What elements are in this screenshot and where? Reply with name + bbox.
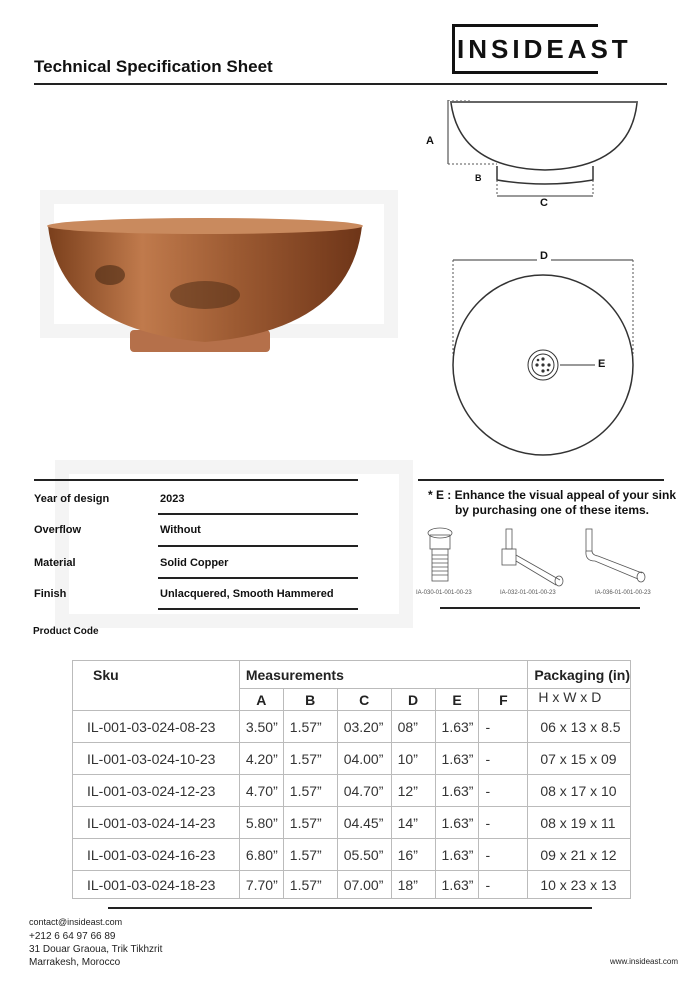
measurement-cell: 04.45” (337, 807, 391, 839)
measurement-cell: 1.63” (435, 775, 479, 807)
spec-divider (158, 577, 358, 579)
measurement-cell: 1.57” (283, 775, 337, 807)
measurement-cell: 1.63” (435, 807, 479, 839)
measurement-cell: 05.50” (337, 839, 391, 871)
column-header-f: F (479, 689, 528, 711)
accessory-code: IA-030-01-001-00-23 (416, 590, 472, 596)
measurement-cell: 6.80” (239, 839, 283, 871)
spec-label: Year of design (34, 493, 110, 505)
footer-address-line: Marrakesh, Morocco (29, 957, 121, 968)
spec-label: Material (34, 557, 76, 569)
table-divider (108, 907, 592, 909)
measurement-cell: 1.63” (435, 743, 479, 775)
dimension-label-c: C (537, 197, 551, 209)
spec-divider (158, 513, 358, 515)
bottle-trap-icon (502, 529, 563, 586)
footer-phone: +212 6 64 97 66 89 (29, 931, 116, 942)
measurement-cell: 14” (391, 807, 435, 839)
packaging-subheader: H x W x D (528, 689, 631, 711)
packaging-cell: 08 x 19 x 11 (528, 807, 631, 839)
dimension-label-e: E (598, 358, 606, 370)
table-row (73, 839, 631, 871)
drain-plug-icon (428, 528, 452, 581)
side-view-diagram (420, 100, 650, 220)
table-row (73, 807, 631, 839)
spec-label: Overflow (34, 524, 82, 536)
dimension-label-b: B (475, 173, 482, 183)
measurement-cell: 1.63” (435, 839, 479, 871)
measurement-cell: 7.70” (239, 871, 283, 899)
sku-cell: IL-001-03-024-18-23 (73, 871, 240, 899)
product-table (72, 660, 631, 899)
measurement-cell: - (479, 871, 528, 899)
sku-header: Sku (73, 661, 240, 711)
product-code-label: Product Code (33, 626, 99, 637)
measurement-cell: 1.57” (283, 711, 337, 743)
accessories-illustrations (420, 525, 660, 587)
spec-value: Solid Copper (160, 557, 229, 569)
measurement-cell: - (479, 743, 528, 775)
column-header-b: B (283, 689, 337, 711)
table-row (73, 711, 631, 743)
specs-divider (34, 479, 358, 481)
logo: INSIDEAST (457, 34, 632, 64)
column-header-e: E (435, 689, 479, 711)
accessory-code: IA-036-01-001-00-23 (595, 590, 651, 596)
header-divider (34, 83, 667, 85)
footer-email[interactable]: contact@insideast.com (29, 917, 123, 927)
page-title: Technical Specification Sheet (34, 57, 273, 76)
watermark-frame (55, 460, 413, 628)
dimension-label-a: A (426, 135, 434, 147)
accessories-divider (418, 479, 664, 481)
measurement-cell: - (479, 839, 528, 871)
measurement-cell: 4.20” (239, 743, 283, 775)
table-row (73, 775, 631, 807)
product-photo-bowl (40, 210, 370, 370)
sku-cell: IL-001-03-024-10-23 (73, 743, 240, 775)
measurements-header: Measurements (239, 661, 527, 689)
spec-value: 2023 (160, 493, 185, 505)
sku-cell: IL-001-03-024-16-23 (73, 839, 240, 871)
measurement-cell: 07.00” (337, 871, 391, 899)
top-view-diagram (440, 255, 640, 465)
table-row (73, 743, 631, 775)
spec-divider (158, 545, 358, 547)
spec-label: Finish (34, 588, 67, 600)
measurement-cell: 03.20” (337, 711, 391, 743)
spec-value: Without (160, 524, 201, 536)
packaging-cell: 08 x 17 x 10 (528, 775, 631, 807)
measurement-cell: 10” (391, 743, 435, 775)
measurement-cell: - (479, 807, 528, 839)
measurement-cell: 04.70” (337, 775, 391, 807)
packaging-cell: 06 x 13 x 8.5 (528, 711, 631, 743)
measurement-cell: 04.00” (337, 743, 391, 775)
column-header-c: C (337, 689, 391, 711)
packaging-cell: 10 x 23 x 13 (528, 871, 631, 899)
measurement-cell: 1.57” (283, 839, 337, 871)
spec-value: Unlacquered, Smooth Hammered (160, 588, 334, 600)
measurement-cell: 1.57” (283, 871, 337, 899)
column-header-a: A (239, 689, 283, 711)
measurement-cell: 5.80” (239, 807, 283, 839)
p-trap-icon (586, 529, 645, 582)
packaging-header: Packaging (in) (528, 661, 631, 689)
footer-website[interactable]: www.insideast.com (610, 957, 679, 966)
measurement-cell: 08” (391, 711, 435, 743)
footer-address-line: 31 Douar Graoua, Trik Tikhzrit (29, 944, 163, 955)
sku-cell: IL-001-03-024-08-23 (73, 711, 240, 743)
measurement-cell: 1.63” (435, 871, 479, 899)
measurement-cell: 3.50” (239, 711, 283, 743)
dimension-label-d: D (537, 250, 551, 262)
accessory-code: IA-032-01-001-00-23 (500, 590, 556, 596)
measurement-cell: 1.57” (283, 807, 337, 839)
measurement-cell: 1.63” (435, 711, 479, 743)
measurement-cell: 16” (391, 839, 435, 871)
measurement-cell: - (479, 711, 528, 743)
measurement-cell: 4.70” (239, 775, 283, 807)
measurement-cell: - (479, 775, 528, 807)
accessories-note (408, 488, 696, 518)
packaging-cell: 07 x 15 x 09 (528, 743, 631, 775)
note-line: * E : Enhance the visual appeal of your sink (427, 488, 677, 502)
sku-cell: IL-001-03-024-14-23 (73, 807, 240, 839)
accessories-bottom-divider (440, 607, 640, 609)
note-line: by purchasing one of these items. (454, 503, 650, 517)
table-row (73, 871, 631, 899)
sku-cell: IL-001-03-024-12-23 (73, 775, 240, 807)
measurement-cell: 1.57” (283, 743, 337, 775)
column-header-d: D (391, 689, 435, 711)
spec-divider (158, 608, 358, 610)
measurement-cell: 12” (391, 775, 435, 807)
packaging-cell: 09 x 21 x 12 (528, 839, 631, 871)
measurement-cell: 18” (391, 871, 435, 899)
